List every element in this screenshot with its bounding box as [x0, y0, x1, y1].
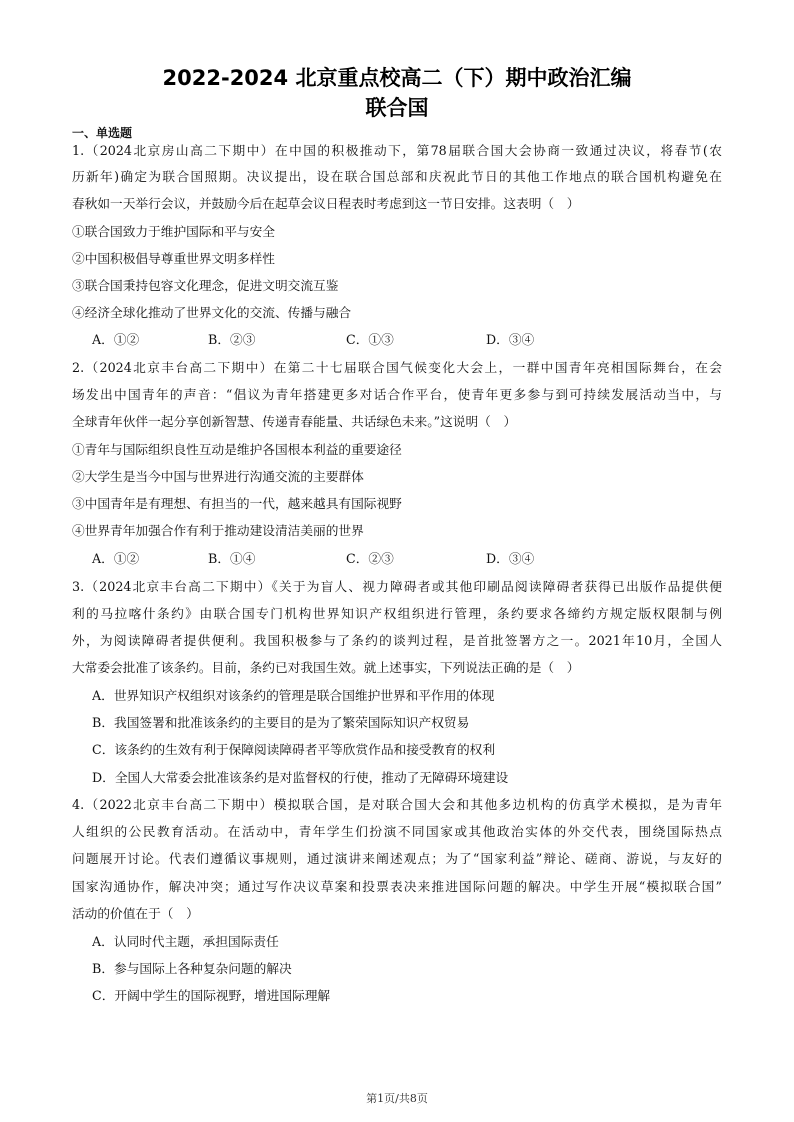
question-2-option-a[interactable]: A．①②	[92, 551, 140, 566]
question-1-statement-4: ④经济全球化推动了世界文化的交流、传播与融合	[72, 305, 352, 320]
question-1-option-c[interactable]: C．①③	[346, 332, 394, 347]
question-2-option-b[interactable]: B．①④	[208, 551, 256, 566]
question-1-statement-3: ③联合国秉持包容文化理念，促进文明交流互鉴	[72, 278, 339, 293]
question-1-statement-1: ①联合国致力于维护国际和平与安全	[72, 224, 275, 239]
page-subtitle: 联合国	[365, 96, 429, 120]
page-footer: 第1页/共8页	[366, 1092, 428, 1105]
question-4-stem-line-4: 国家沟通协作，解决冲突；通过写作决议草案和投票表决来推进国际问题的解决。中学生开展“模拟联合国”	[72, 879, 722, 894]
question-2-stem-line-2: 场发出中国青年的声音：“倡议为青年搭建更多对话合作平台，使青年更多参与到可持续发展活动当中，与	[72, 387, 722, 402]
question-3-stem-line-2: 利的马拉喀什条约》由联合国专门机构世界知识产权组织进行管理，条约要求各缔约方规定版权限制与例	[72, 606, 722, 621]
question-3-option-b[interactable]: B．我国签署和批准该条约的主要目的是为了繁荣国际知识产权贸易	[92, 715, 470, 730]
question-4-stem-line-5: 活动的价值在于（ ）	[72, 906, 199, 921]
question-4-stem-line-2: 人组织的公民教育活动。在活动中，青年学生们扮演不同国家或其他政治实体的外交代表，围绕国际热点	[72, 824, 722, 839]
question-4-stem-line-1: 4.（2022北京丰台高二下期中）模拟联合国，是对联合国大会和其他多边机构的仿真学术模拟，是为青年	[72, 797, 722, 812]
question-4-stem-line-3: 问题展开讨论。代表们遵循议事规则，通过演讲来阐述观点；为了“国家利益”辩论、磋商、游说，与友好的	[72, 851, 722, 866]
question-3-stem-line-1: 3.（2024北京丰台高二下期中）《关于为盲人、视力障碍者或其他印刷品阅读障碍者获得已出版作品提供便	[72, 579, 722, 594]
question-2-statement-3: ③中国青年是有理想、有担当的一代，越来越具有国际视野	[72, 496, 402, 511]
question-4-option-b[interactable]: B．参与国际上各种复杂问题的解决	[92, 961, 292, 976]
question-2-option-d[interactable]: D．③④	[486, 551, 535, 566]
question-3-option-c[interactable]: C．该条约的生效有利于保障阅读障碍者平等欣赏作品和接受教育的权利	[92, 742, 496, 757]
question-2-stem-line-1: 2.（2024北京丰台高二下期中）在第二十七届联合国气候变化大会上，一群中国青年亮相国际舞台，在会	[72, 360, 722, 375]
question-2-statement-4: ④世界青年加强合作有利于推动建设清洁美丽的世界	[72, 523, 364, 538]
question-2-stem-line-3: 全球青年伙伴一起分享创新智慧、传递青春能量、共话绿色未来。”这说明（ ）	[72, 414, 517, 429]
page-title: 2022-2024 北京重点校高二（下）期中政治汇编	[162, 66, 632, 90]
question-3-stem-line-4: 大常委会批准了该条约。目前，条约已对我国生效。就上述事实，下列说法正确的是（ ）	[72, 660, 580, 675]
question-1-stem-line-3: 春秋如一天举行会议，并鼓励今后在起草会议日程表时考虑到这一节日安排。这表明（ ）	[72, 196, 580, 211]
question-4-option-a[interactable]: A．认同时代主题，承担国际责任	[92, 934, 279, 949]
question-2-statement-1: ①青年与国际组织良性互动是维护各国根本利益的重要途径	[72, 442, 402, 457]
question-3-option-d[interactable]: D．全国人大常委会批准该条约是对监督权的行使，推动了无障碍环境建设	[92, 770, 509, 785]
question-3-stem-line-3: 外，为阅读障碍者提供便利。我国积极参与了条约的谈判过程，是首批签署方之一。2021年10月，全国人	[72, 633, 722, 648]
question-1-option-d[interactable]: D．③④	[486, 332, 535, 347]
question-2-statement-2: ②大学生是当今中国与世界进行沟通交流的主要群体	[72, 469, 364, 484]
question-1-statement-2: ②中国积极倡导尊重世界文明多样性	[72, 251, 275, 266]
question-1-stem-line-1: 1.（2024北京房山高二下期中）在中国的积极推动下，第78届联合国大会协商一致通过决议，将春节(农	[72, 143, 722, 158]
question-3-option-a[interactable]: A．世界知识产权组织对该条约的管理是联合国维护世界和平作用的体现	[92, 688, 495, 703]
question-1-option-a[interactable]: A．①②	[92, 332, 140, 347]
question-1-option-b[interactable]: B．②③	[208, 332, 256, 347]
question-4-option-c[interactable]: C．开阔中学生的国际视野，增进国际理解	[92, 988, 331, 1003]
question-1-stem-line-2: 历新年)确定为联合国照期。决议提出，设在联合国总部和庆祝此节日的其他工作地点的联合国机构避免在	[72, 169, 722, 184]
section-heading: 一、单选题	[72, 126, 133, 140]
question-2-option-c[interactable]: C．②③	[346, 551, 394, 566]
